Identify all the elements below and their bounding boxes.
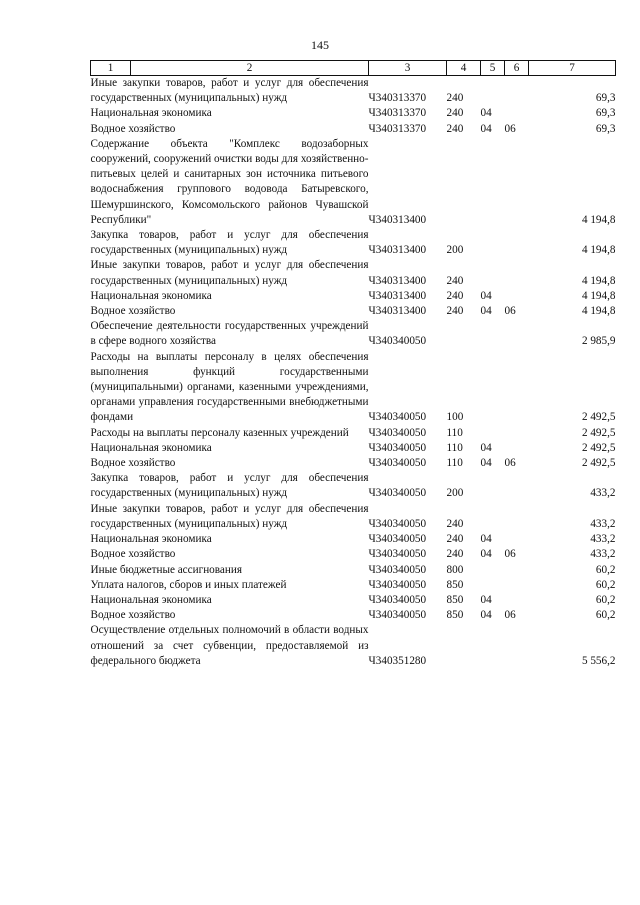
row-section: 04	[480, 305, 492, 318]
table-row	[91, 532, 616, 547]
row-name-text: Осуществление отдельных полномочий в области водных отношений за счет субвенции, предоставляемой из федерального бюджета	[90, 624, 369, 667]
col-header-2: 2	[131, 61, 369, 76]
row-name-text: Национальная экономика	[90, 593, 212, 606]
row-target-code: Ч340340050	[368, 335, 427, 348]
row-amount: 4 194,8	[581, 305, 616, 318]
table-row	[91, 623, 616, 669]
row-amount: 4 194,8	[581, 289, 616, 302]
row-amount: 2 492,5	[581, 411, 616, 424]
table-row	[91, 106, 616, 121]
row-expense-type: 240	[446, 107, 464, 120]
row-name-text: Расходы на выплаты персоналу казенных учреждений	[90, 426, 349, 439]
row-name-text: Уплата налогов, сборов и иных платежей	[90, 578, 287, 591]
row-subsection	[505, 471, 529, 501]
page-number: 145	[311, 38, 329, 52]
row-target-code: Ч340313400	[368, 289, 427, 302]
row-target-code: Ч340340050	[368, 441, 427, 454]
row-name-text: Иные закупки товаров, работ и услуг для обеспечения государственных (муниципальных) нужд	[90, 77, 369, 105]
col-header-4: 4	[447, 61, 481, 76]
row-name-text: Национальная экономика	[90, 441, 212, 454]
row-section	[481, 623, 505, 669]
row-name-text: Иные закупки товаров, работ и услуг для обеспечения государственных (муниципальных) нужд	[90, 259, 369, 287]
row-target-code: Ч340313400	[368, 244, 427, 257]
row-expense-type: 240	[446, 533, 464, 546]
row-name-text: Водное хозяйство	[90, 609, 176, 622]
row-target-code: Ч340340050	[368, 457, 427, 470]
row-expense-type: 100	[446, 411, 464, 424]
row-amount: 2 492,5	[581, 441, 616, 454]
row-amount: 69,3	[595, 92, 616, 105]
table-row	[91, 471, 616, 501]
row-amount: 433,2	[590, 548, 616, 561]
row-target-code: Ч340313370	[368, 122, 427, 135]
row-expense-type: 850	[446, 593, 464, 606]
row-target-code: Ч340340050	[368, 593, 427, 606]
row-section	[481, 502, 505, 532]
table-row	[91, 593, 616, 608]
row-section: 04	[480, 441, 492, 454]
row-expense-type	[447, 623, 481, 669]
row-section	[481, 471, 505, 501]
row-target-code: Ч340340050	[368, 578, 427, 591]
row-subsection	[505, 137, 529, 228]
col-header-1: 1	[91, 61, 131, 76]
row-name-text: Водное хозяйство	[90, 457, 176, 470]
row-target-code: Ч340313400	[368, 274, 427, 287]
table-row	[91, 289, 616, 304]
row-name-text: Содержание объекта "Комплекс водозаборных сооружений, сооружений очистки воды для хозяйственно-питьевых целей и санитарных зон источника питьевого водоснабжения группового водовода Батыревского, Шемуршинского, Комсомольского районов Чувашской Республики"	[90, 137, 369, 226]
row-subsection	[505, 532, 529, 547]
row-amount: 2 492,5	[581, 426, 616, 439]
row-section: 04	[480, 289, 492, 302]
row-target-code: Ч340340050	[368, 426, 427, 439]
row-amount: 60,2	[595, 563, 616, 576]
row-subsection	[505, 319, 529, 349]
table-row	[91, 122, 616, 137]
row-name-text: Национальная экономика	[90, 533, 212, 546]
row-name-text: Закупка товаров, работ и услуг для обеспечения государственных (муниципальных) нужд	[90, 472, 369, 500]
row-name-text: Национальная экономика	[90, 289, 212, 302]
row-subsection	[505, 106, 529, 121]
row-section	[481, 228, 505, 258]
row-target-code: Ч340340050	[368, 548, 427, 561]
table-row	[91, 426, 616, 441]
row-subsection	[505, 289, 529, 304]
row-name-text: Расходы на выплаты персоналу в целях обеспечения выполнения функций государственными (муниципальными) органами, казенными учреждениями, органами управления государственными внебюджетными фондами	[90, 350, 369, 424]
row-expense-type: 200	[446, 244, 464, 257]
row-expense-type: 110	[446, 426, 463, 439]
row-name-text: Иные закупки товаров, работ и услуг для обеспечения государственных (муниципальных) нужд	[90, 502, 369, 530]
table-row	[91, 304, 616, 319]
row-amount: 433,2	[590, 487, 616, 500]
row-section	[481, 258, 505, 288]
table-row	[91, 563, 616, 578]
row-expense-type: 240	[446, 289, 464, 302]
row-name-text: Водное хозяйство	[90, 548, 176, 561]
row-subsection	[505, 502, 529, 532]
row-name-text: Иные бюджетные ассигнования	[90, 563, 242, 576]
table-row	[91, 319, 616, 349]
row-subsection: 06	[504, 457, 516, 470]
row-expense-type: 850	[446, 609, 464, 622]
row-section: 04	[480, 533, 492, 546]
col-header-6: 6	[505, 61, 529, 76]
row-target-code: Ч340313400	[368, 305, 427, 318]
row-target-code: Ч340351280	[368, 654, 427, 667]
row-expense-type: 240	[446, 122, 464, 135]
row-section	[481, 563, 505, 578]
row-subsection	[505, 350, 529, 426]
row-amount: 4 194,8	[581, 274, 616, 287]
table-row	[91, 350, 616, 426]
col-header-5: 5	[481, 61, 505, 76]
row-amount: 60,2	[595, 609, 616, 622]
row-amount: 433,2	[590, 533, 616, 546]
row-amount: 2 985,9	[581, 335, 616, 348]
row-subsection	[505, 76, 529, 107]
row-name-text: Национальная экономика	[90, 107, 212, 120]
row-expense-type: 800	[446, 563, 464, 576]
row-subsection	[505, 228, 529, 258]
row-expense-type: 110	[446, 441, 463, 454]
row-expense-type: 240	[446, 548, 464, 561]
row-section: 04	[480, 107, 492, 120]
row-amount: 433,2	[590, 517, 616, 530]
row-target-code: Ч340340050	[368, 517, 427, 530]
row-subsection	[505, 578, 529, 593]
row-target-code: Ч340340050	[368, 487, 427, 500]
row-expense-type: 200	[446, 487, 464, 500]
row-target-code: Ч340340050	[368, 411, 427, 424]
row-section: 04	[480, 593, 492, 606]
row-amount: 4 194,8	[581, 213, 616, 226]
table-row	[91, 502, 616, 532]
row-amount: 69,3	[595, 122, 616, 135]
table-row	[91, 228, 616, 258]
row-subsection: 06	[504, 305, 516, 318]
row-subsection	[505, 426, 529, 441]
row-section	[481, 76, 505, 107]
row-expense-type	[447, 319, 481, 349]
table-row	[91, 76, 616, 107]
table-row	[91, 258, 616, 288]
row-section	[481, 426, 505, 441]
row-name-text: Водное хозяйство	[90, 122, 176, 135]
row-section	[481, 137, 505, 228]
col-header-7: 7	[529, 61, 616, 76]
row-name-text: Водное хозяйство	[90, 305, 176, 318]
table-row	[91, 137, 616, 228]
row-expense-type: 240	[446, 517, 464, 530]
row-target-code: Ч340313370	[368, 107, 427, 120]
row-amount: 60,2	[595, 578, 616, 591]
row-expense-type: 850	[446, 578, 464, 591]
row-subsection: 06	[504, 609, 516, 622]
col-header-3: 3	[369, 61, 447, 76]
row-expense-type: 240	[446, 274, 464, 287]
table-row	[91, 456, 616, 471]
row-amount: 4 194,8	[581, 244, 616, 257]
row-section	[481, 319, 505, 349]
row-expense-type: 110	[446, 457, 463, 470]
row-section	[481, 578, 505, 593]
row-section	[481, 350, 505, 426]
row-section: 04	[480, 122, 492, 135]
row-expense-type: 240	[446, 92, 464, 105]
row-target-code: Ч340313370	[368, 92, 427, 105]
row-section: 04	[480, 548, 492, 561]
row-subsection: 06	[504, 122, 516, 135]
table-row	[91, 441, 616, 456]
row-amount: 60,2	[595, 593, 616, 606]
row-amount: 5 556,2	[581, 654, 616, 667]
table-row	[91, 578, 616, 593]
row-subsection	[505, 593, 529, 608]
table-row	[91, 608, 616, 623]
row-amount: 2 492,5	[581, 457, 616, 470]
row-amount: 69,3	[595, 107, 616, 120]
row-name-text: Обеспечение деятельности государственных учреждений в сфере водного хозяйства	[90, 320, 369, 348]
row-expense-type: 240	[446, 305, 464, 318]
row-section: 04	[480, 609, 492, 622]
row-subsection	[505, 623, 529, 669]
header-row	[91, 61, 616, 76]
row-target-code: Ч340313400	[368, 213, 427, 226]
row-target-code: Ч340340050	[368, 533, 427, 546]
row-subsection	[505, 441, 529, 456]
row-target-code: Ч340340050	[368, 563, 427, 576]
row-subsection	[505, 563, 529, 578]
row-target-code: Ч340340050	[368, 609, 427, 622]
row-subsection	[505, 258, 529, 288]
row-subsection: 06	[504, 548, 516, 561]
row-expense-type	[447, 137, 481, 228]
row-name-text: Закупка товаров, работ и услуг для обеспечения государственных (муниципальных) нужд	[90, 229, 369, 257]
table-row	[91, 547, 616, 562]
row-section: 04	[480, 457, 492, 470]
budget-table	[90, 60, 616, 669]
